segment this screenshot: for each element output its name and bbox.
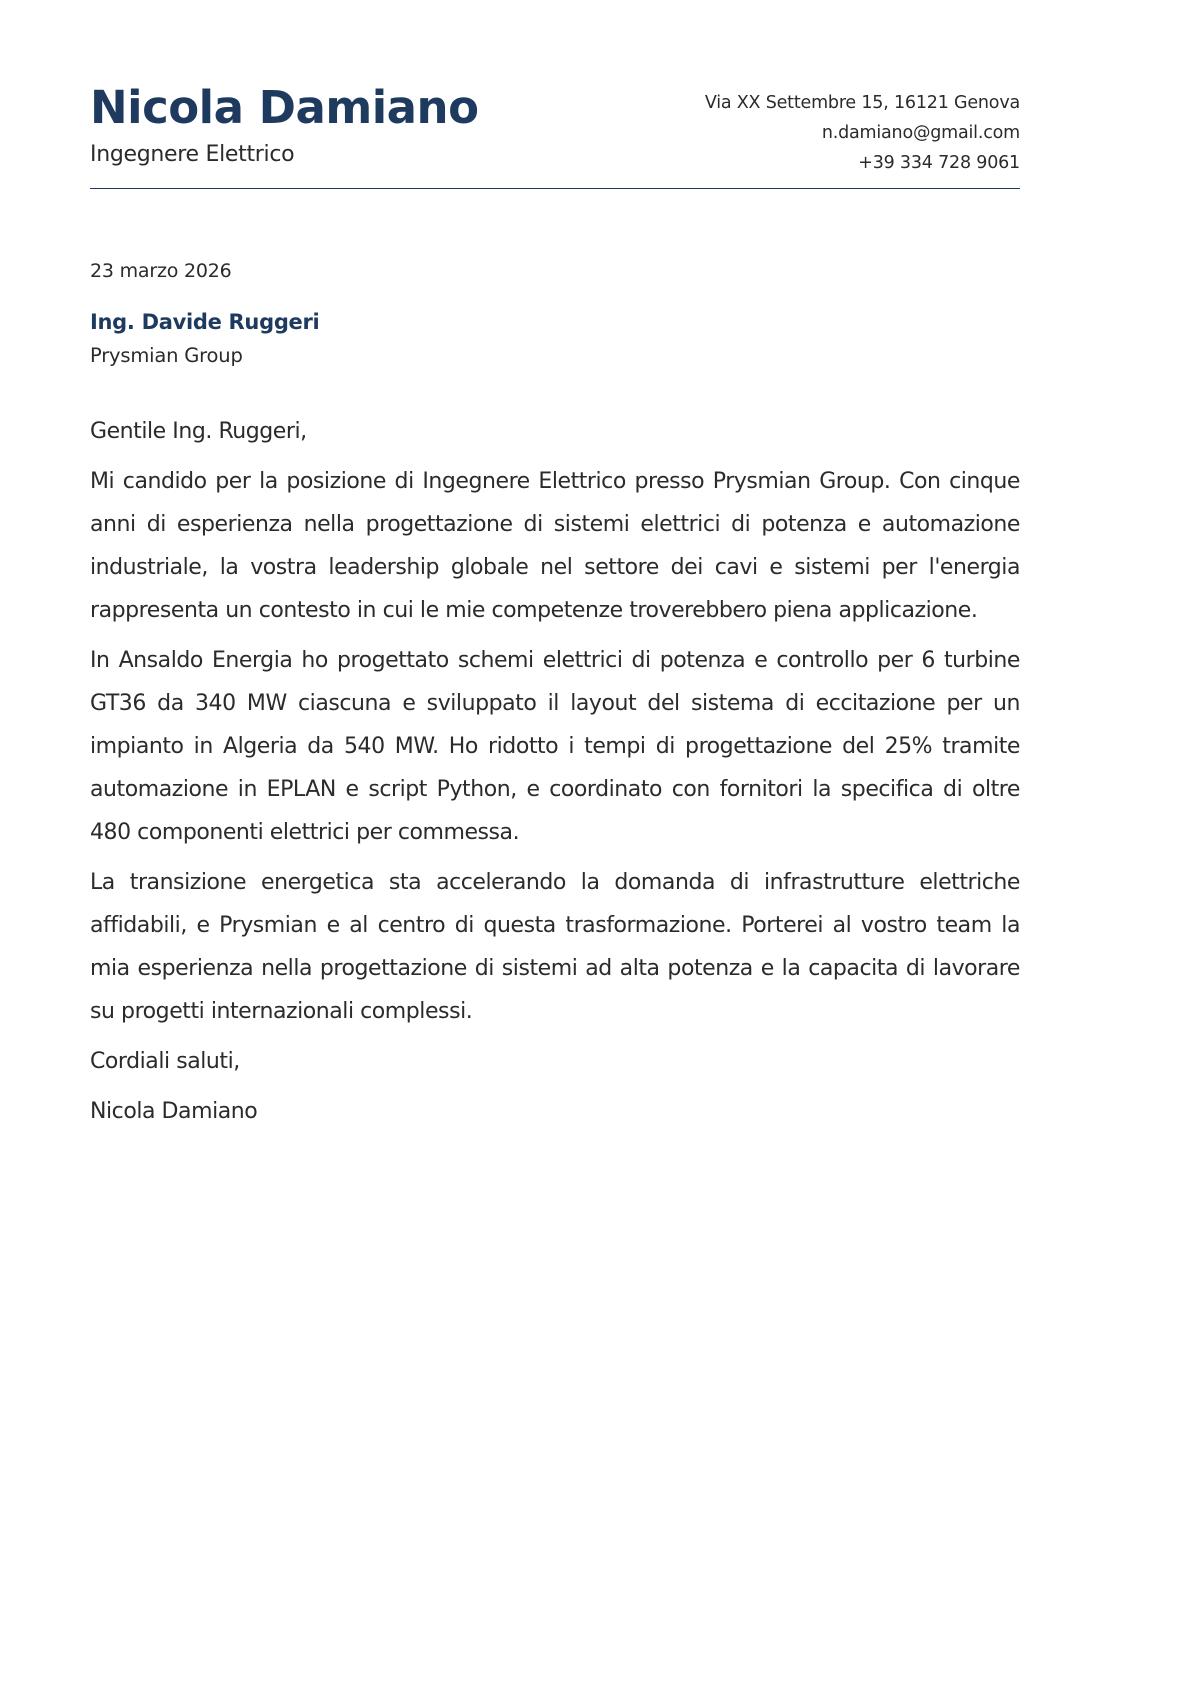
contact-phone: +39 334 728 9061 bbox=[858, 153, 1020, 173]
cover-letter-page bbox=[90, 0, 1020, 1124]
recipient-name: Ing. Davide Ruggeri bbox=[90, 310, 320, 334]
contact-block bbox=[705, 88, 1020, 178]
body-paragraph-1: Mi candido per la posizione di Ingegnere Elettrico presso Prysmian Group. Con cinque anni di esperienza nella progettazione di sistemi elettrici di potenza e automazione industriale, la vostra leadership globale nel settore dei cavi e sistemi per l'energia rappresenta un contesto in cui le mie competenze troverebbero piena applicazione. bbox=[90, 469, 1020, 623]
contact-address: Via XX Settembre 15, 16121 Genova bbox=[704, 93, 1020, 113]
letter-signature: Nicola Damiano bbox=[90, 1099, 258, 1124]
body-paragraph-2: In Ansaldo Energia ho progettato schemi elettrici di potenza e controllo per 6 turbine GT36 da 340 MW ciascuna e sviluppato il layout del sistema di eccitazione per un impianto in Algeria da 540 MW. Ho ridotto i tempi di progettazione del 25% tramite automazione in EPLAN e script Python, e coordinato con fornitori la specifica di oltre 480 componenti elettrici per commessa. bbox=[90, 648, 1020, 845]
sender-title: Ingegnere Elettrico bbox=[90, 142, 295, 167]
recipient-company: Prysmian Group bbox=[90, 344, 243, 367]
sender-name: Nicola Damiano bbox=[90, 81, 479, 134]
body-paragraph-3: La transizione energetica sta accelerando la domanda di infrastrutture elettriche affidabili, e Prysmian e al centro di questa trasformazione. Porterei al vostro team la mia esperienza nella progettazione di sistemi ad alta potenza e la capacita di lavorare su progetti internazionali complessi. bbox=[90, 870, 1020, 1024]
letter-closing: Cordiali saluti, bbox=[90, 1049, 240, 1074]
letter-greeting: Gentile Ing. Ruggeri, bbox=[90, 419, 307, 444]
letter-date: 23 marzo 2026 bbox=[90, 260, 232, 282]
letter-body bbox=[90, 410, 1020, 1140]
contact-email: n.damiano@gmail.com bbox=[821, 123, 1020, 143]
letter-header bbox=[90, 0, 1020, 189]
